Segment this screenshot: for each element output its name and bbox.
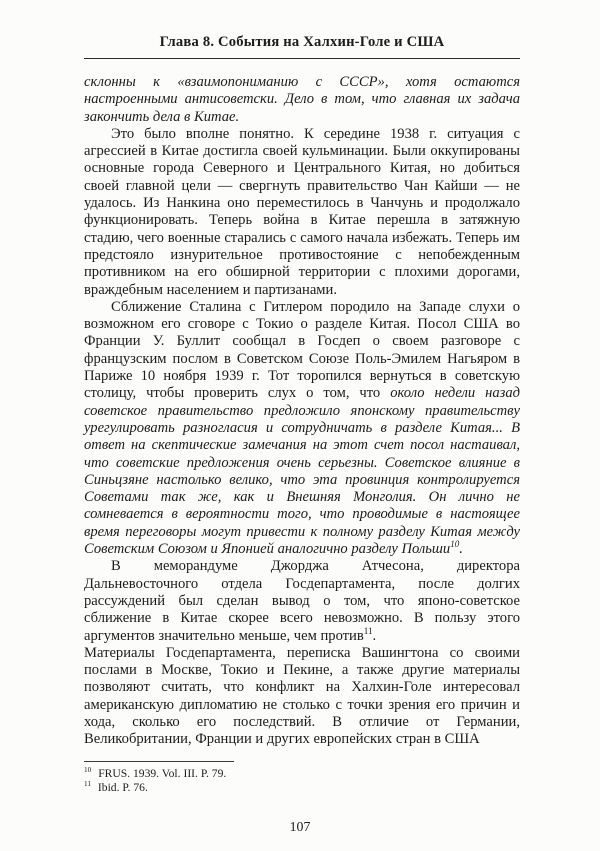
paragraph	[84, 299, 520, 558]
text-run: Это было вполне понятно. К середине 1938 г. ситуация с агрессией в Китае достигла своей кульминации. Были оккупированы основные города Северного и Центрального Китая, но добиться своей главной цели — свергнуть правительство Чан Кайши — не удалось. Из Нанкина оно переместилось в Чанчунь и продолжало функционировать. Теперь война в Китае перешла в затяжную стадию, чего военные старались с самого начала избежать. Теперь им предстояло изнурительное противостояние с непобежденным противником на его обширной территории с плохими дорогами, враждебным населением и партизанами.	[84, 125, 520, 298]
text-run: Материалы Госдепартамента, переписка Вашингтона со своими послами в Москве, Токио и Пекине, а также другие материалы позволяют считать, что конфликт на Халхин-Голе интересовал американскую дипломатию не столько с точки зрения его причин и хода, сколько его последствий. В отличие от Германии, Великобритании, Франции и других европейских стран в США	[84, 644, 520, 748]
paragraph	[84, 126, 520, 299]
footnote-separator	[84, 761, 234, 762]
text-run: .	[372, 627, 377, 644]
body-text	[84, 74, 520, 749]
text-run: 11	[363, 625, 373, 636]
footnote	[84, 767, 520, 782]
paragraph	[84, 74, 520, 126]
paragraph	[84, 558, 520, 644]
footnote-marker: 10	[84, 765, 92, 774]
paragraph	[84, 645, 520, 749]
chapter-header	[84, 34, 520, 59]
footnote	[84, 781, 520, 796]
footnote-text: FRUS. 1939. Vol. III. P. 79.	[98, 766, 227, 780]
text-run: Сближение Сталина с Гитлером породило на Западе слухи о возможном его сговоре с Токио о разделе Китая. Посол США во Франции У. Буллит сообщал в Госдеп о своем разговоре с французским послом в Советском Союзе Поль-Эмилем Нагьяром в Париже 10 ноября 1939 г. Тот торопился вернуться в советскую столицу, чтобы проверить слух о том, что	[84, 298, 520, 402]
page-number: 107	[289, 819, 311, 834]
text-run: склонны к «взаимопониманию с СССР», хотя остаются настроенными антисоветски. Дело в том, что главная их задача закончить дела в Китае.	[84, 74, 520, 125]
text-run: В меморандуме Джорджа Атчесона, директора Дальневосточного отдела Госдепартамента, после долгих рассуждений был сделан вывод о том, что японо-советское сближение в Китае скорее всего невозможно. В пользу этого аргументов значительно меньше, чем против	[84, 558, 520, 644]
footnote-marker: 11	[84, 780, 91, 789]
text-run: .	[459, 541, 463, 558]
footnotes	[84, 761, 520, 796]
chapter-header-text: Глава 8. События на Халхин-Голе и США	[159, 34, 445, 50]
text-run: около недели назад советское правительство предложило японскому правительству урегулировать разногласия и сотрудничать в разделе Китая... В ответ на скептические замечания на этот счет посол настаивал, что советские предложения очень серьезны. Советское влияние в Синьцзяне настолько велико, что эта провинция контролируется Советами так же, как и Внешняя Монголия. Он лично не сомневается в вероятности того, что проводимые в настоящее время переговоры могут привести к полному разделу Китая между Советским Союзом и Японией аналогично разделу Польши	[84, 385, 521, 558]
footnote-text: Ibid. P. 76.	[97, 781, 148, 795]
text-run: 10	[450, 539, 460, 550]
